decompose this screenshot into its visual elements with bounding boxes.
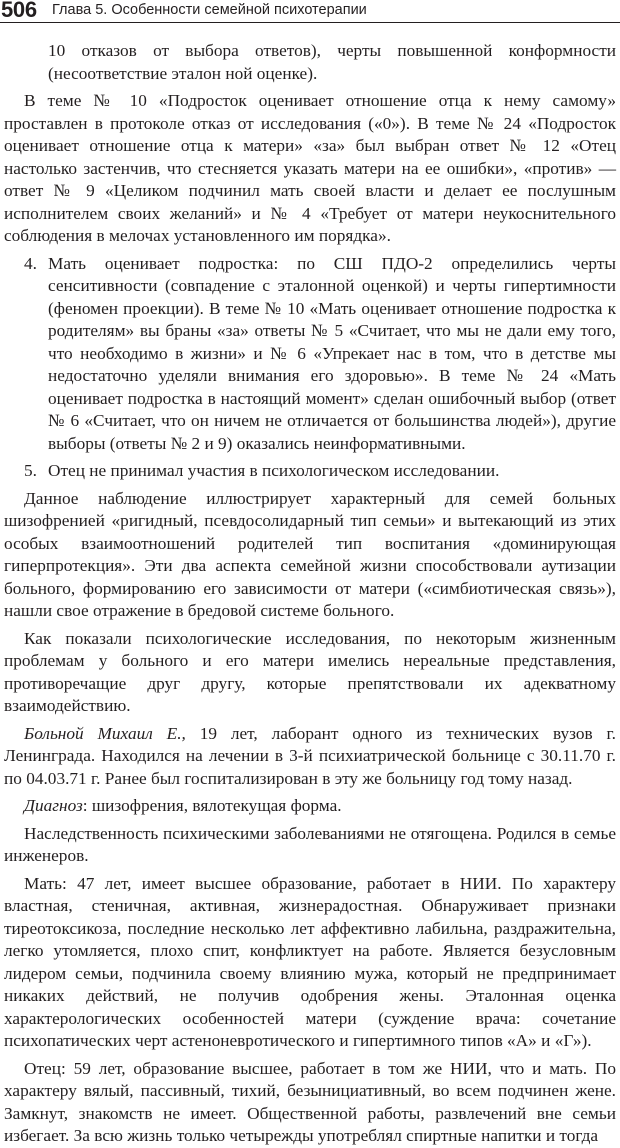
case-description: 19 лет, лаборант одного из технических вузов г. Ленинграда. Находился на лечении в 3-й психиатрической больнице с 30.11.70 г. по 04.03.71 г. Ранее был госпитализирован в эту же больницу год тому назад. — [4, 723, 616, 788]
list-item-4 — [4, 253, 616, 456]
paragraph-theme-10: В теме № 10 «Подросток оценивает отношение отца к нему самому» проставлен в протоколе отказ от исследования («0»). В теме № 24 «Подросток оценивает отношение отца к матери» «за» был выбран ответ № 12 «Отец настолько застенчив, что стесняется указать матери на ее ошибки», «против» — ответ № 9 «Целиком подчинил мать своей власти и делает ее послушным исполнителем своих желаний» и № 4 «Требует от матери неукоснительного соблюдения в мелочах установленного им порядка». — [4, 91, 616, 245]
paragraph-psych-research: Как показали психологические исследования, по некоторым жизненным проблемам у больного и его матери имелись нереальные представления, противоречащие друг другу, которые препятствовали их адекватному взаимодействию. — [4, 628, 616, 715]
diagnosis-label: Диагноз — [24, 796, 83, 815]
list-text-5: Отец не принимал участия в психологическом исследовании. — [48, 461, 500, 480]
paragraph-father: Отец: 59 лет, образование высшее, работает в том же НИИ, что и мать. По характеру вялый, пассивный, тихий, безынициативный, во всем подчинен жене. Замкнут, знакомств не имеет. Общественной работы, развлечений вне семьи избегает. За всю жизнь только четырежды употреблял спиртные напитки и тогда — [4, 1058, 616, 1145]
page-number: 506 — [1, 0, 37, 22]
list-item-5 — [4, 460, 616, 483]
paragraph-observation: Данное наблюдение иллюстрирует характерный для семей больных шизофренией «ригидный, псевдосолидарный тип семьи» и вытекающий из этих особых взаимоотношений родителей тип воспитания «доминирующая гиперпротекция». Эти два аспекта семейной жизни способствовали аутизации больного, формированию его зависимости от матери («симбиотическая связь»), нашли свое отражение в бредовой системе больного. — [4, 488, 616, 620]
list-number-4: 4. — [24, 253, 37, 273]
list-text-4: Мать оценивает подростка: по СШ ПДО-2 определились черты сенситивности (совпадение с эталонной оценкой) и черты гипертимности (феномен проекции). В теме № 10 «Мать оценивает отношение подростка к родителям» вы браны «за» ответы № 5 «Считает, что мы не дали ему того, что необходимо в жизни» и № 6 «Упрекает нас в том, что в детстве мы недостаточно уделяли внимания его здоровью». В теме № 24 «Мать оценивает подростка в настоящий момент» сделан ошибочный выбор (ответ № 6 «Считает, что он ничем не отличается от большинства людей»), другие выборы (ответы № 2 и 9) оказались неинформативными. — [48, 253, 616, 453]
case-patient-name: Больной Михаил Е., — [24, 723, 186, 743]
page-body — [4, 40, 616, 1148]
page-header — [0, 0, 620, 23]
paragraph-mother: Мать: 47 лет, имеет высшее образование, работает в НИИ. По характеру властная, стеничная, активная, жизнерадостная. Обнаруживает признаки тиреотоксикоза, последние несколько лет аффективно лабильна, раздражительна, легко утомляется, плохо спит, конфликтует на работе. Является безусловным лидером семьи, подчинила своему влиянию мужа, который не предпринимает никаких действий, не получив одобрения жены. Эталонная оценка характерологических особенностей матери (суждение врача: сочетание психопатических черт астеноневротического и гипертимного типов «А» и «Г»). — [4, 873, 616, 1050]
paragraph-heredity: Наследственность психическими заболеваниями не отягощена. Родился в семье инженеров. — [4, 823, 616, 865]
paragraph-continuation: 10 отказов от выбора ответов), черты повышенной конформности (несоответствие эталон ной оценке). — [48, 41, 616, 83]
paragraph-diagnosis — [4, 795, 616, 818]
list-number-5: 5. — [24, 461, 37, 480]
diagnosis-text: : шизофрения, вялотекущая форма. — [82, 796, 342, 815]
paragraph-case — [4, 723, 616, 791]
running-head: Глава 5. Особенности семейной психотерапии — [52, 2, 367, 18]
